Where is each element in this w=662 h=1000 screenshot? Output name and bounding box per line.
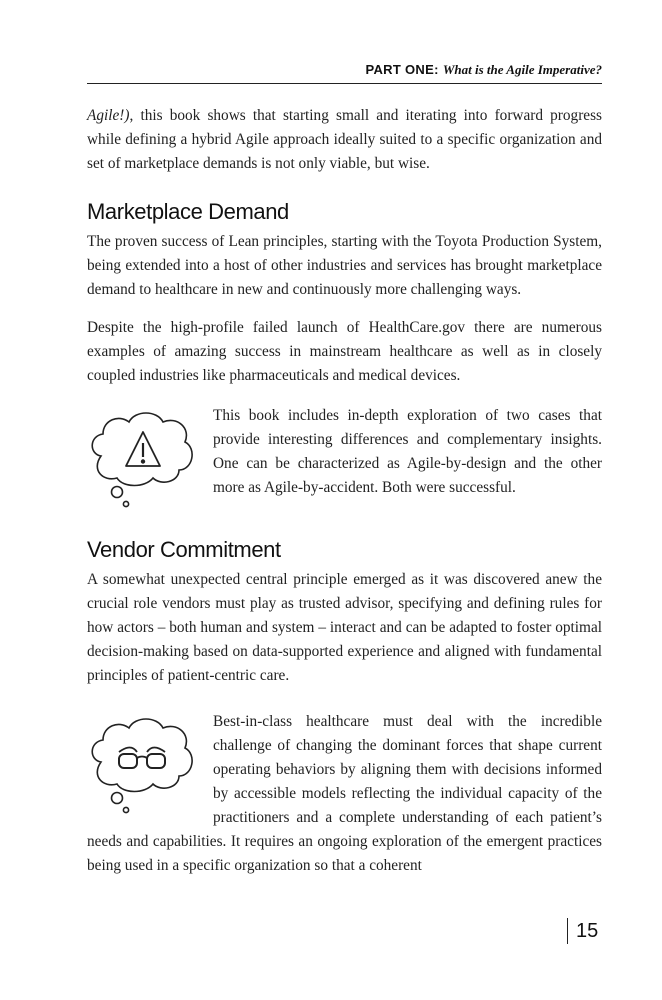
paragraph: The proven success of Lean principles, starting with the Toyota Production System, being extended into a host of other industries and services has brought marketplace demand to healthcare in new and continuously more challenging ways. [87,233,602,298]
callout-best-in-class [87,710,602,878]
callout-text: This book includes in-depth exploration of two cases that provide interesting differences and complementary insights. One can be characterized as Agile-by-design and the other more as Agile-by-accident. Both were successful. [213,407,602,496]
page-number: 15 [567,918,598,944]
glasses-thought-bubble-icon [87,710,213,828]
header-subtitle: What is the Agile Imperative? [442,62,602,77]
running-header [87,62,602,84]
page-body [87,104,602,878]
intro-text: , this book shows that starting small and iterating into forward progress while defining a hybrid Agile approach ideally suited to a specific organization and set of marketplace demands is not only viable, but wise. [87,107,602,172]
intro-italic: Agile!) [87,107,130,124]
section-heading-vendor-commitment: Vendor Commitment [87,537,281,562]
paragraph: A somewhat unexpected central principle emerged as it was discovered anew the crucial role vendors must play as trusted advisor, specifying and defining rules for how actors – both human and system – interact and can be adapted to foster optimal decision-making based on data-supported experience and aligned with fundamental principles of patient-centric care. [87,571,602,684]
warning-thought-bubble-icon [87,404,213,514]
section-heading-marketplace-demand: Marketplace Demand [87,199,289,224]
callout-cases [87,404,602,514]
header-part: PART ONE: [365,62,439,77]
paragraph: Despite the high-profile failed launch of HealthCare.gov there are numerous examples of amazing success in mainstream healthcare as well as in closely coupled industries like pharmaceuticals and medical devices. [87,319,602,384]
intro-paragraph [87,104,602,176]
callout-text: Best-in-class healthcare must deal with the incredible challenge of changing the dominant forces that shape current operating behaviors by aligning them with decisions informed by accessible models reflecting the individual capacity of the practitioners and a complete understanding of each patient’s needs and capabilities. It requires an ongoing exploration of the emergent practices being used in a specific organization so that a coherent [87,713,602,874]
